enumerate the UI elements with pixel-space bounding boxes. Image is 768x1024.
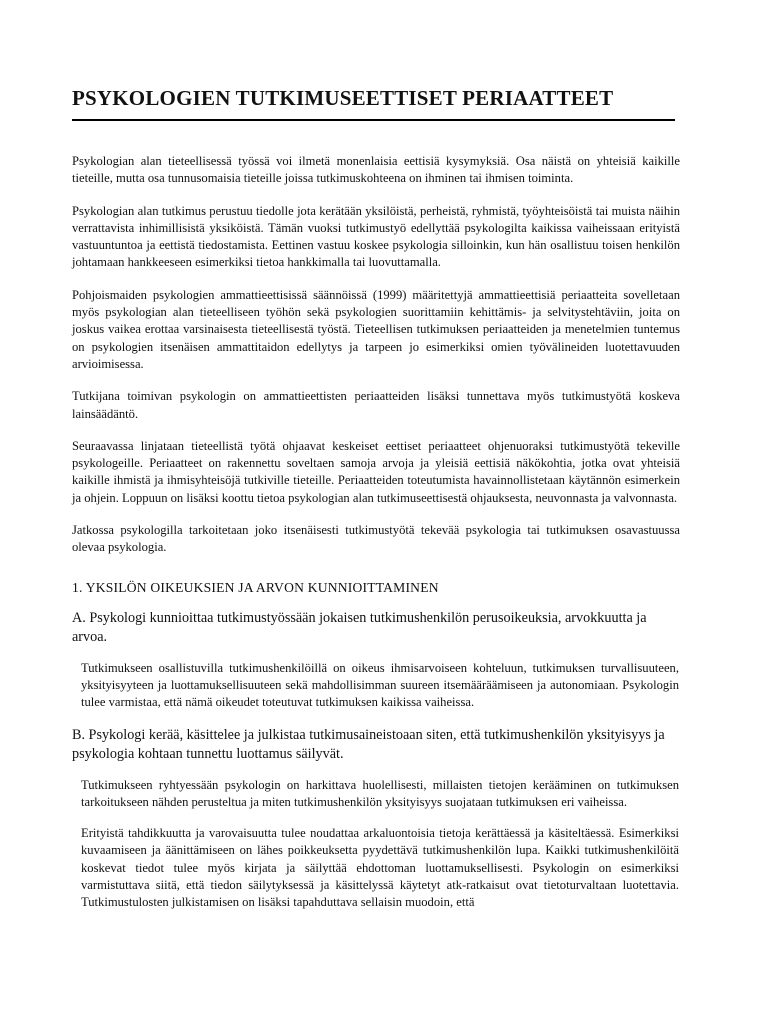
principle-a: A. Psykologi kunnioittaa tutkimustyössään jokaisen tutkimushenkilön perusoikeuksia, arvokkuutta ja arvoa.: [72, 609, 647, 646]
intro-paragraph-5: Seuraavassa linjataan tieteellistä työtä ohjaavat keskeiset eettiset periaatteet ohjenuoraksi tutkimustyötä tekeville psykologeille. Periaatteet on rakennettu soveltaen samoja arvoja ja yleisiä eettisiä näkökohtia, jotka ovat yhteisiä kaikille ihmistä ja ihmisyhteisöjä tutkiville tieteille. Periaatteiden toteutumista havainnollistetaan käytännön esimerkein ja ohjein. Loppuun on lisäksi koottu tietoa psykologian alan tutkimuseettisestä ohjauksesta, neuvonnasta ja valvonnasta.: [72, 438, 680, 505]
intro-paragraph-4: Tutkijana toimivan psykologin on ammattieettisten periaatteiden lisäksi tunnettava myös tutkimustyötä koskeva lainsäädäntö.: [72, 389, 680, 421]
section-1-heading: 1. YKSILÖN OIKEUKSIEN JA ARVON KUNNIOITTAMINEN: [72, 579, 439, 595]
intro-paragraph-6: Jatkossa psykologilla tarkoitetaan joko itsenäisesti tutkimustyötä tekevää psykologia tai tutkimuksen osavastuussa olevaa psykologia.: [72, 523, 680, 555]
intro-paragraph-2: Psykologian alan tutkimus perustuu tiedolle jota kerätään yksilöistä, perheistä, ryhmistä, työyhteisöistä tai muista näihin verrattavista inhimillisistä yksiköistä. Tämän vuoksi tutkimustyö edellyttää psykologilta kaikissa vaiheissaan erityistä vastuuntuntoa ja eettistä tiedostamista. Eettinen vastuu koskee psykologia silloinkin, kun hän osallistuu toisen henkilön johtamaan hankkeeseen esimerkiksi tietoa hankkimalla tai luovuttamalla.: [72, 203, 680, 270]
principle-a-explanation: [81, 660, 679, 712]
document-title: PSYKOLOGIEN TUTKIMUSEETTISET PERIAATTEET: [72, 86, 614, 110]
document-body: [72, 153, 680, 926]
intro-paragraph-3: Pohjoismaiden psykologien ammattieettisissä säännöissä (1999) määritettyjä ammattieettisiä periaatteita sovelletaan myös psykologian alan tieteelliseen työhön sekä psykologien suorittamiin kehittämis- ja selvitystehtäviin, joita on joskus vaikea erottaa varsinaisesta tieteellisestä työstä. Tieteellisen tutkimuksen periaatteiden ja menetelmien tuntemus on psykologien itsenäisen ammattitaidon edellytys ja tarpeen jo esimerkiksi omien työvälineiden luotettavuuden arvioimisessa.: [72, 287, 680, 371]
principle-b-text-2: Erityistä tahdikkuutta ja varovaisuutta tulee noudattaa arkaluontoisia tietoja kerättäessä ja käsiteltäessä. Esimerkiksi kuvaamiseen ja äänittämiseen on lähes poikkeuksetta pyydettävä tutkimushenkilön lupa. Kaikki tutkimushenkilöitä koskevat tiedot tulee myös kirjata ja säilyttää ehdottoman luottamuksellisesti. Psykologin on esimerkiksi varmistuttava siitä, että tiedon säilytyksessä ja käsittelyssä käytetyt atk-ratkaisut ovat tietoturvaltaan luotettavia. Tutkimustulosten julkistamisen on lisäksi tapahduttava sellaisin muodoin, että: [81, 826, 679, 910]
intro-paragraph-1: Psykologian alan tieteellisessä työssä voi ilmetä monenlaisia eettisiä kysymyksiä. Osa näistä on yhteisiä kaikille tieteille, mutta osa tunnusomaisia tieteille joissa tutkimuskohteena on ihminen tai ihmisen toiminta.: [72, 154, 680, 186]
principle-b-text-1: Tutkimukseen ryhtyessään psykologin on harkittava huolellisesti, millaisten tietojen kerääminen on tutkimuksen tarkoitukseen nähden perusteltua ja miten tutkimushenkilön yksityisyys suojataan tutkimuksen eri vaiheissa.: [81, 777, 679, 809]
principle-b-explanation: [81, 777, 679, 912]
principle-a-text: Tutkimukseen osallistuvilla tutkimushenkilöillä on oikeus ihmisarvoiseen kohteluun, tutkimuksen turvallisuuteen, yksityisyyteen ja luottamuksellisuuteen sekä mahdollisimman suureen itsemääräämiseen ja autonomiaan. Psykologin tulee varmistaa, että nämä oikeudet toteutuvat tutkimuksen kaikissa vaiheissa.: [81, 660, 679, 710]
title-underline: [72, 119, 675, 121]
principle-b: B. Psykologi kerää, käsittelee ja julkistaa tutkimusaineistoaan siten, että tutkimushenkilön yksityisyys ja psykologia kohtaan tunnettu luottamus säilyvät.: [72, 726, 665, 763]
